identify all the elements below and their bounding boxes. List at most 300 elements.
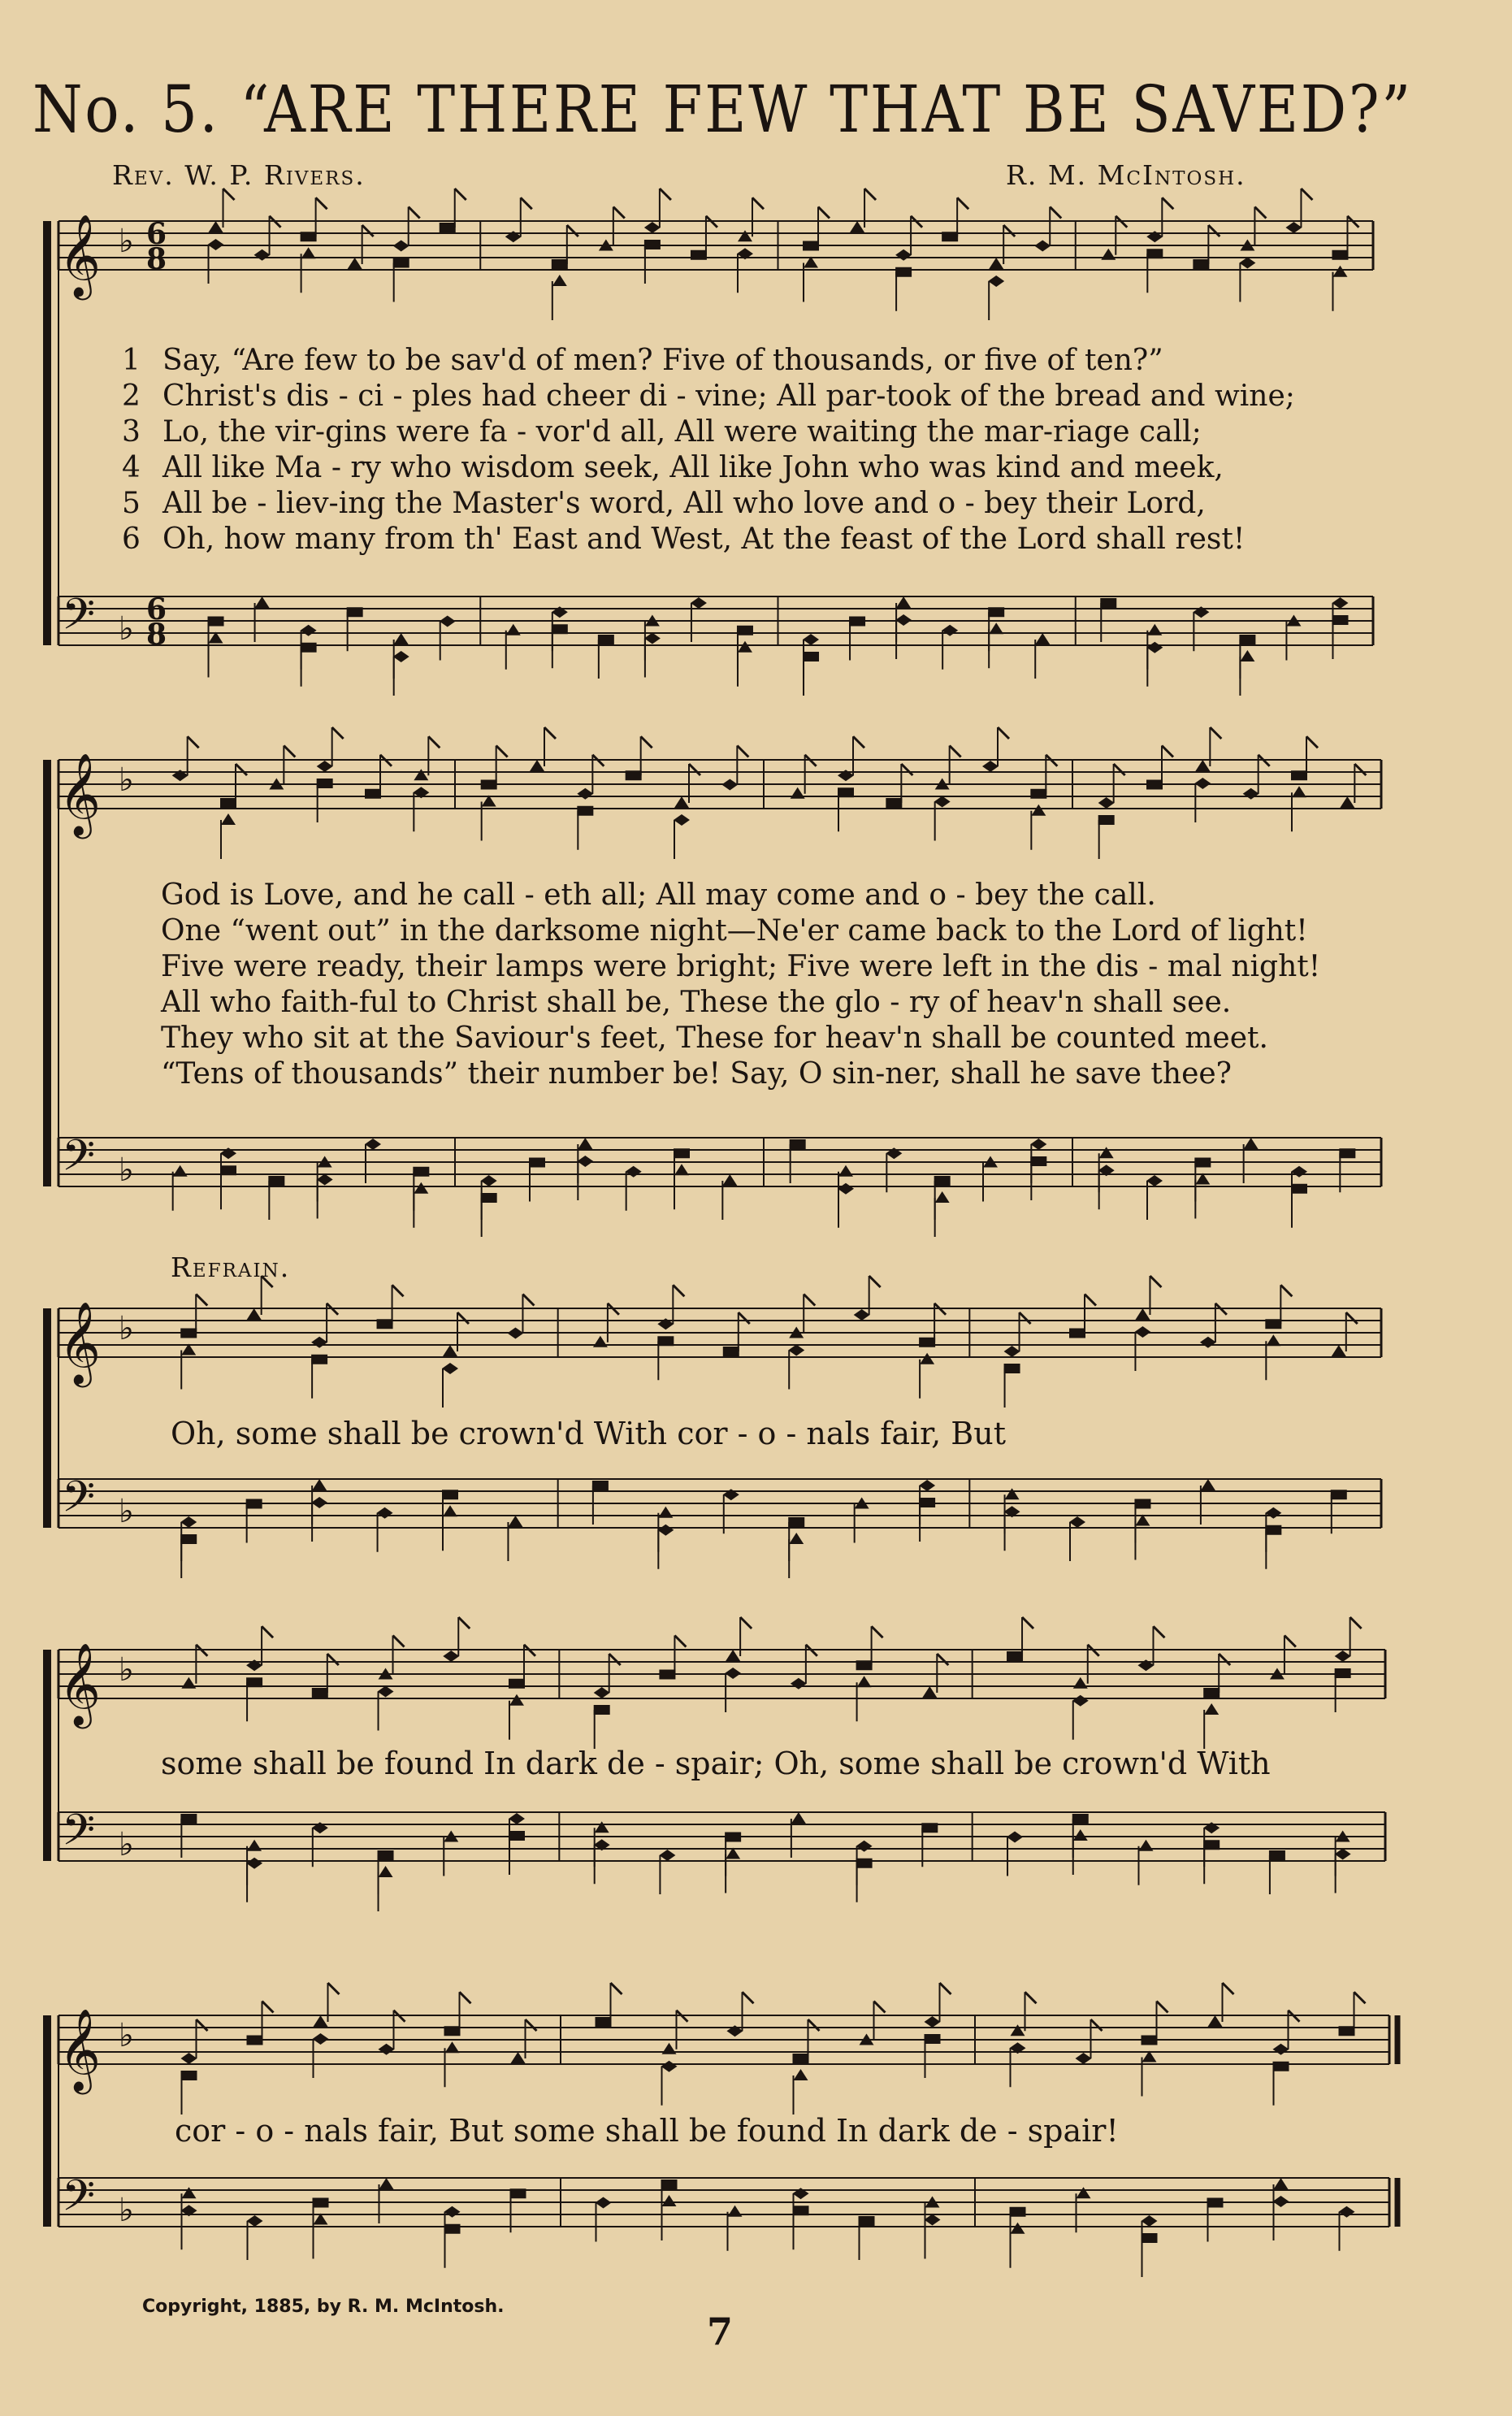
time-signature-bottom: 8 [146, 618, 167, 652]
shape-note [791, 1812, 806, 1824]
shape-note [1100, 598, 1116, 608]
time-signature-top: 6 [146, 592, 167, 627]
shape-note [691, 250, 707, 260]
note-flag [1285, 1636, 1296, 1647]
shape-note [838, 1165, 853, 1177]
shape-note [1030, 1139, 1046, 1150]
shape-note [1073, 1677, 1088, 1689]
shape-note [1332, 1345, 1346, 1356]
shape-note [379, 1866, 393, 1877]
note-flag [1254, 207, 1266, 219]
shape-note [854, 1309, 870, 1321]
shape-note [530, 760, 544, 771]
note-flag [937, 1654, 948, 1665]
note-flag [1157, 2002, 1168, 2013]
composer-credit: R. M. McIntosh. [1006, 159, 1246, 191]
verse-line: 1 Say, “Are few to be sav'd of men? Five of thousands, or five of ten?” [122, 344, 1163, 377]
note-flag [872, 1626, 883, 1637]
note-flag [1223, 1983, 1234, 1994]
flat-sign-icon: ♭ [119, 761, 134, 799]
note-flag [1210, 727, 1221, 739]
treble-clef-icon: 𝄞 [58, 2007, 102, 2091]
shape-note [180, 1814, 197, 1824]
shape-note [414, 1182, 428, 1194]
note-flag [1050, 207, 1061, 219]
note-flag [864, 189, 876, 200]
shape-note [674, 1164, 689, 1175]
note-flag [957, 197, 968, 209]
shape-note [738, 641, 752, 653]
note-flag [737, 746, 748, 757]
shape-note [1146, 249, 1163, 258]
shape-note [393, 258, 409, 268]
flat-sign-icon: ♭ [119, 610, 134, 648]
shape-note [254, 249, 271, 261]
shape-note [578, 1138, 592, 1149]
shape-note [658, 1507, 673, 1518]
shape-note [1101, 249, 1116, 260]
flat-sign-icon: ♭ [119, 1651, 134, 1689]
shape-note [508, 1516, 522, 1527]
shape-note [577, 788, 593, 800]
shape-note [378, 1686, 394, 1698]
shape-note [1034, 241, 1051, 252]
shape-note [1335, 1849, 1351, 1860]
note-flag [409, 207, 420, 219]
verse-line: 5 All be - liev-ing the Master's word, All who love and o - bey their Lord, [122, 487, 1206, 520]
shape-note [247, 2215, 263, 2227]
shape-note [595, 1821, 609, 1833]
shape-note [691, 597, 707, 609]
shape-note [1011, 2024, 1025, 2036]
shape-note [311, 1497, 327, 1508]
shape-note [312, 1688, 328, 1698]
shape-note [445, 2041, 460, 2053]
note-flag [874, 2002, 886, 2013]
shape-note [725, 1668, 741, 1679]
flat-sign-icon: ♭ [119, 223, 134, 260]
shape-note [1339, 2026, 1355, 2036]
note-flag [739, 1312, 750, 1324]
shape-note [393, 241, 409, 252]
verse-line: One “went out” in the darksome night—Ne'er came back to the Lord of light! [161, 914, 1308, 948]
shape-note [1142, 2215, 1158, 2227]
shape-note [378, 1850, 394, 1860]
shape-note [738, 230, 752, 241]
note-flag [853, 736, 864, 748]
shape-note [662, 2043, 677, 2054]
shape-note [577, 1156, 593, 1167]
shape-note [791, 787, 805, 799]
shape-note [925, 2214, 941, 2226]
shape-note [1239, 258, 1255, 269]
shape-note [209, 221, 223, 232]
verse-line: 6 Oh, how many from th' East and West, At the feast of the Lord shall rest! [122, 523, 1246, 556]
shape-note [920, 1353, 934, 1364]
shape-note [988, 607, 1004, 617]
shape-note [592, 1481, 609, 1490]
shape-note [301, 247, 316, 258]
shape-note [722, 1174, 737, 1186]
shape-note [413, 1167, 429, 1177]
shape-note [1208, 2015, 1223, 2027]
shape-note [859, 2216, 875, 2226]
shape-note [1239, 635, 1255, 644]
shape-note [793, 2206, 809, 2215]
shape-note [312, 1479, 327, 1490]
verse-line: They who sit at the Saviour's feet, These for heav'n shall be counted meet. [161, 1021, 1268, 1055]
shape-note [942, 625, 958, 636]
shape-note [208, 239, 224, 250]
note-flag [1003, 225, 1015, 236]
shape-note [934, 1176, 951, 1186]
shape-note [317, 761, 333, 772]
bass-clef-icon: 𝄢 [62, 1806, 96, 1866]
page-number: 7 [707, 2310, 734, 2353]
note-flag [332, 727, 344, 739]
author-credit: Rev. W. P. Rivers. [112, 159, 366, 191]
shape-note [1069, 1516, 1085, 1528]
flat-sign-icon: ♭ [119, 1493, 134, 1530]
note-flag [328, 1983, 340, 1994]
verse-line: All who faith-ful to Christ shall be, These the glo - ry of heav'n shall see. [161, 986, 1232, 1019]
shape-note [803, 241, 819, 251]
shape-note [1069, 1329, 1085, 1338]
shape-note [1332, 597, 1348, 609]
shape-note [365, 789, 381, 799]
shape-note [1147, 624, 1162, 635]
shape-note [1193, 259, 1209, 269]
copyright-notice: Copyright, 1885, by R. M. McIntosh. [142, 2297, 505, 2317]
shape-note [1203, 1688, 1220, 1698]
verse-line: Five were ready, their lamps were bright; Five were left in the dis - mal night! [161, 950, 1321, 983]
shape-note [1332, 266, 1347, 277]
shape-note [208, 617, 224, 627]
shape-note [644, 222, 661, 233]
shape-note [509, 1813, 525, 1824]
shape-note [1266, 1334, 1280, 1346]
shape-note [644, 240, 661, 249]
shape-note [1134, 1326, 1150, 1338]
shape-note [442, 1490, 458, 1499]
note-flag [1162, 197, 1173, 209]
shape-note [394, 633, 409, 644]
note-flag [940, 1983, 951, 1994]
shape-note [989, 258, 1003, 269]
shape-note [895, 267, 912, 277]
shape-note [594, 1687, 610, 1698]
shape-note [850, 221, 864, 232]
shape-note [552, 259, 568, 269]
note-flag [1301, 189, 1312, 200]
shape-note [596, 2197, 612, 2209]
treble-clef-icon: 𝄞 [58, 752, 102, 835]
note-flag [496, 746, 508, 757]
shape-note [989, 622, 1003, 634]
shape-note [181, 2053, 197, 2064]
refrain-lyric-line-3: cor - o - nals fair, But some shall be found In dark de - spair! [175, 2113, 1119, 2149]
shape-note [317, 1174, 333, 1186]
shape-note [1194, 778, 1211, 789]
note-flag [236, 764, 247, 775]
flat-sign-icon: ♭ [119, 1826, 134, 1863]
shape-note [728, 2206, 743, 2217]
refrain-lyric-line-1: Oh, some shall be crown'd With cor - o - nals fair, But [171, 1416, 1006, 1451]
shape-note [442, 1363, 458, 1374]
shape-note [1073, 1829, 1088, 1841]
shape-note [921, 1823, 938, 1833]
shape-note [925, 2016, 941, 2028]
shape-note [594, 1705, 610, 1715]
bass-clef-icon: 𝄢 [62, 1473, 96, 1533]
shape-note [348, 258, 362, 269]
note-flag [1022, 1617, 1033, 1629]
flat-sign-icon: ♭ [119, 2192, 134, 2229]
note-flag [674, 1636, 686, 1647]
shape-note [440, 223, 456, 232]
shape-note [895, 614, 912, 626]
shape-note [1007, 1651, 1023, 1661]
shape-note [182, 2187, 197, 2198]
note-flag [262, 2002, 274, 2013]
shape-note [1004, 1346, 1020, 1357]
shape-note [659, 1670, 675, 1680]
shape-note [311, 1337, 327, 1348]
shape-note [577, 806, 593, 816]
treble-clef-icon: 𝄞 [58, 1642, 102, 1725]
shape-note [481, 1175, 497, 1186]
note-flag [611, 1983, 622, 1994]
shape-note [922, 1686, 937, 1698]
note-flag [869, 1276, 881, 1287]
shape-note [1146, 1175, 1163, 1186]
shape-note [838, 1183, 854, 1195]
shape-note [1291, 770, 1307, 780]
note-flag [567, 225, 578, 236]
shape-note [856, 1859, 873, 1868]
treble-clef-icon: 𝄞 [58, 1300, 102, 1384]
shape-note [1269, 1850, 1285, 1860]
shape-note [1274, 2178, 1289, 2189]
verse-lyrics-second-half [161, 878, 1320, 1092]
shape-note [1146, 780, 1163, 790]
shape-note [173, 1165, 188, 1177]
shape-note [1265, 1507, 1281, 1519]
shape-note [1098, 815, 1115, 825]
verse-line: 4 All like Ma - ry who wisdom seek, All like John who was kind and meek, [122, 451, 1224, 484]
refrain-lyric-line-2: some shall be found In dark de - spair; Oh, some shall be crown'd With [161, 1746, 1271, 1781]
shape-note [1243, 788, 1259, 800]
shape-note [1201, 1479, 1215, 1490]
note-flag [188, 736, 199, 748]
shape-note [661, 2180, 678, 2189]
note-flag [901, 764, 912, 775]
note-flag [641, 736, 652, 748]
bass-clef-icon: 𝄢 [62, 2171, 96, 2232]
shape-note [301, 643, 317, 653]
shape-note [1031, 805, 1046, 816]
note-flag [689, 764, 700, 775]
shape-note [803, 652, 819, 661]
shape-note [181, 1677, 196, 1689]
shape-note [1331, 1490, 1347, 1499]
shape-note [725, 1833, 741, 1842]
verse-line: God is Love, and he call - eth all; All may come and o - bey the call. [161, 878, 1156, 912]
shape-note [1098, 797, 1115, 809]
shape-note [886, 798, 902, 808]
shape-note [1007, 1832, 1023, 1843]
shape-note [1292, 786, 1306, 797]
shape-note [1335, 1668, 1351, 1678]
verse-line: 2 Christ's dis - ci - ples had cheer di - vine; All par-took of the bread and wine; [122, 380, 1295, 413]
shape-note [942, 232, 958, 241]
shape-note [1273, 2044, 1289, 2055]
shape-note [444, 2206, 461, 2218]
note-flag [521, 197, 532, 209]
note-flag [1208, 225, 1220, 236]
shape-note [552, 624, 568, 634]
note-flag [284, 746, 295, 757]
shape-note [313, 2198, 329, 2208]
shape-note [1146, 642, 1163, 653]
shape-note [596, 2017, 612, 2027]
shape-note [1142, 2233, 1158, 2243]
shape-note [1285, 222, 1302, 233]
note-flag [998, 727, 1009, 739]
shape-note [507, 1328, 523, 1339]
note-flag [673, 1285, 684, 1296]
shape-note [246, 1499, 262, 1509]
shape-note [791, 1678, 807, 1689]
shape-note [268, 1176, 284, 1186]
note-flag [818, 207, 830, 219]
note-flag [1091, 2019, 1103, 2031]
note-flag [327, 1654, 339, 1665]
shape-note [317, 779, 333, 788]
refrain-label: Refrain. [171, 1251, 291, 1283]
shape-note [849, 617, 865, 627]
shape-note [803, 634, 819, 645]
note-flag [362, 225, 374, 236]
shape-note [790, 1139, 806, 1149]
shape-note [674, 1148, 690, 1158]
shape-note [919, 1480, 935, 1491]
shape-note [1194, 1158, 1211, 1168]
shape-note [247, 1840, 262, 1851]
note-flag [1306, 736, 1318, 748]
shape-note [552, 275, 567, 286]
shape-note [220, 798, 236, 808]
shape-note [1195, 760, 1210, 771]
shape-note [1203, 1840, 1220, 1850]
note-flag [740, 1617, 752, 1629]
shape-note [444, 2224, 461, 2234]
shape-note [247, 2036, 263, 2045]
shape-note [935, 1191, 950, 1203]
shape-note [313, 2033, 329, 2045]
note-flag [1354, 1992, 1366, 2003]
hymn-title: No. 5. “ARE THERE FEW THAT BE SAVED?” [32, 72, 1413, 147]
shape-note [1030, 789, 1046, 799]
shape-note [674, 796, 689, 808]
note-flag [808, 2019, 820, 2031]
note-flag [458, 1617, 470, 1629]
shape-note [377, 1507, 393, 1519]
note-flag [950, 746, 961, 757]
shape-note [510, 2188, 526, 2198]
shape-note [255, 596, 270, 608]
shape-note [509, 1679, 525, 1689]
flat-sign-icon: ♭ [119, 2017, 134, 2054]
time-signature-top: 6 [146, 217, 167, 251]
shape-note [506, 624, 521, 635]
shape-note [1011, 2223, 1025, 2234]
note-flag [1219, 1654, 1230, 1665]
shape-note [311, 1355, 327, 1364]
shape-note [1291, 1166, 1307, 1178]
shape-note [509, 1831, 525, 1841]
note-flag [223, 189, 235, 200]
shape-note [919, 1498, 935, 1507]
shape-note [1339, 2206, 1355, 2218]
shape-note [481, 780, 497, 790]
shape-note [674, 814, 690, 826]
shape-note [1340, 796, 1354, 808]
shape-note [246, 1677, 262, 1687]
shape-note [1335, 1650, 1351, 1662]
shape-note [529, 1158, 545, 1168]
shape-note [1265, 1525, 1281, 1535]
shape-note [443, 1505, 457, 1516]
shape-note [856, 1841, 873, 1852]
shape-note [1072, 1695, 1089, 1707]
note-flag [613, 207, 625, 219]
shape-note [838, 787, 854, 797]
treble-clef-icon: 𝄞 [58, 213, 102, 297]
shape-note [793, 2054, 809, 2063]
note-flag [460, 1992, 471, 2003]
shape-note [220, 1165, 236, 1175]
shape-note [393, 651, 409, 662]
shape-note [1030, 1156, 1046, 1166]
note-flag [197, 2019, 208, 2031]
note-flag [1153, 1626, 1164, 1637]
shape-note [737, 626, 753, 635]
shape-note [181, 2071, 197, 2080]
shape-note [1072, 1814, 1089, 1824]
shape-note [925, 2034, 941, 2044]
note-flag [544, 727, 556, 739]
shape-note [857, 1676, 872, 1687]
note-flag [262, 1626, 273, 1637]
shape-note [1273, 2062, 1289, 2071]
note-flag [1354, 764, 1366, 775]
note-flag [393, 1636, 405, 1647]
shape-note [794, 2069, 808, 2080]
shape-note [788, 1345, 804, 1356]
shape-note [788, 1517, 804, 1527]
shape-note [246, 1858, 262, 1869]
shape-note [379, 2178, 394, 2189]
verse-line: 3 Lo, the vir-gins were fa - vor'd all, All were waiting the mar-riage call; [122, 415, 1202, 449]
shape-note [365, 1139, 381, 1150]
shape-note [180, 1329, 197, 1338]
shape-note [644, 633, 661, 644]
shape-note [1135, 1308, 1150, 1320]
note-flag [804, 1295, 815, 1306]
shape-note [1207, 2198, 1224, 2208]
shape-note [723, 1347, 739, 1356]
